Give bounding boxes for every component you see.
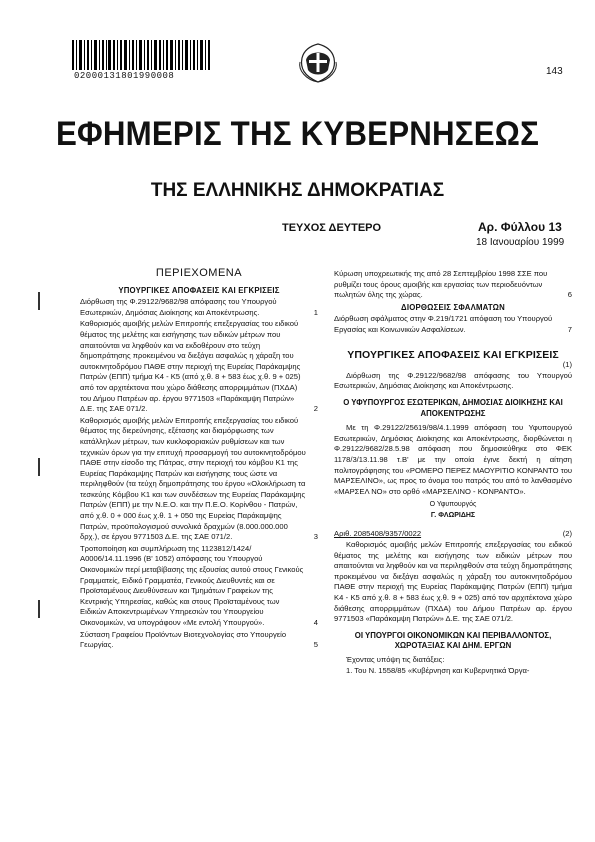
toc-entry-text: Διόρθωση της Φ.29122/9682/98 απόφασης του Υπουργού Εσωτερικών, Δημόσιας Διοίκησης και Αποκέντρωσης. [80,297,277,317]
toc-entry-text: Κύρωση υποχρεωτικής της από 28 Σεπτεμβρίου 1998 ΣΣΕ που ρυθμίζει τους όρους αμοιβής και εργασίας των περιοδευόντων πωλητών όλης της χώρας. [334,269,548,300]
decision-reference [334,529,572,540]
toc-entry-page: 3 [313,532,318,542]
toc-entry-page: 6 [567,290,572,300]
item-number: (1) [562,360,572,370]
toc-column [80,268,318,651]
punch-mark [38,600,44,618]
punch-mark [38,292,44,310]
coat-of-arms-icon [296,40,340,84]
section-title: ΥΠΟΥΡΓΙΚΕΣ ΑΠΟΦΑΣΕΙΣ ΚΑΙ ΕΓΚΡΙΣΕΙΣ [347,348,559,361]
decision-authority-heading: ΟΙ ΥΠΟΥΡΓΟΙ ΟΙΚΟΝΟΜΙΚΩΝ ΚΑΙ ΠΕΡΙΒΑΛΛΟΝΤΟΣ, ΧΩΡΟΤΑΞΙΑΣ ΚΑΙ ΔΗΜ. ΕΡΓΩΝ [354,630,552,651]
toc-entry-text: Σύσταση Γραφείου Προϊόντων Βιοτεχνολογίας στο Υπουργείο Γεωργίας. [80,629,287,650]
toc-entry-text: Καθορισμός αμοιβής μελών Επιτροπής επεξεργασίας του ειδικού θέματος της διερεύνησης, εξέτασης και διαμόρφωσης των κατάλληλων μέτρων, των κυκλοφοριακών ρυθμίσεων και των τεχνικών όρων για την επιτυχή προσαρμογή του αυτοκινητοδρόμου ΠΑΘΕ στην είσοδο της Πάτρας, στην περιοχή του κόμβου Κ1 της Ευρείας Παράκαμψης Πατρών και εισήγησης τους ώστε να περιληφθούν (τα τεύχη δημοπράτησης του έργου «Ολοκλήρωση τα τεσκεύης Κόμβου Κ1 και των συνδέσεων της Ευρείας Παράκαμψης Πατρών (ΕΠΠ) με την Ν.Ε.Ο. και την Π.Ε.Ο. Κορίνθου - Πατρών, από χ.θ. 0 + 000 έως χ.θ. 1 + 050 της Ευρείας Παράκαμψης Πατρών, προϋπολογισμού συνολικά δραχμών (8.000.000.000 δρχ.), σε έργου 9771503 Δ.Ε. της ΣΑΕ 071/2. [80,415,306,542]
punch-mark [38,458,44,476]
toc-entry[interactable] [80,544,318,629]
toc-entry[interactable] [334,314,572,335]
toc-entry[interactable] [334,269,572,301]
decision-authority-heading: Ο ΥΦΥΠΟΥΡΓΟΣ ΕΣΩΤΕΡΙΚΩΝ, ΔΗΜΟΣΙΑΣ ΔΙΟΙΚΗΣΗΣ ΚΑΙ ΑΠΟΚΕΝΤΡΩΣΗΣ [343,397,563,418]
sheet-number: Αρ. Φύλλου 13 [478,220,562,234]
body-column [334,268,572,676]
toc-entry-page: 7 [567,324,572,334]
toc-entry-page: 4 [313,618,318,627]
toc-entry-page: 2 [313,404,318,414]
considering-clause: Έχοντας υπόψη τις διατάξεις: [346,655,445,664]
toc-entry-text: Καθορισμός αμοιβής μελών Επιτροπής επεξεργασίας του ειδικού θέματος της μελέτης και εισήγησης των ειδικών μέτρων που απαιτούνται να ληφθούν και να εκδοθέρουν στο τεύχη δημοπράτησης προκειμένου να διεξάγει ασφαλώς η χάραξη του αυτοκινητοδρόμου ΠΑΘΕ στην περιοχή της Ευρείας Παράκαμψης Πατρών (ΕΠΠ) τμήμα Κ4 - Κ5 (από χ.θ. 8 + 583 έως χ.θ. 9 + 025) από τον αρχιτέκτονα που χώρο διάθεσης απορριμμάτων (ΠΧΔΑ) του Δήμου Πατρέων αρ. έργου 9771503 «Παράκαμψη Πατρών» Δ.Ε. της ΣΑΕ 071/2. [80,319,301,414]
toc-entry[interactable] [80,630,318,651]
page-number: 143 [546,66,563,77]
masthead-subtitle: ΤΗΣ ΕΛΛΗΝΙΚΗΣ ΔΗΜΟΚΡΑΤΙΑΣ [150,180,445,201]
decision-text: Με τη Φ.29122/25619/98/4.1.1999 απόφαση του Υφυπουργού Εσωτερικών, Δημόσιας Διοίκησης και Αποκέντρωσης, διορθώνεται η Φ.29122/9682/28.5.98 απόφαση που δημοσιεύθηκε στο ΦΕΚ 1178/3/13.11.98 τ.Β' με την οποία έγινε δεκτή η αίτηση πολιτογράφησης του «ΡΟΜΕΡΟ ΠΕΡΕΖ ΜΑΟΥΡΙΤΙΟ ΚΟΝΡΑΝΤΟ του ΜΑΡΣΕΛΙΝΟ», ως προς το όνομα του πατρός του από το λανθασμένο «ΜΑΡΣΕΛ ΝΟ» στο ορθό «ΜΑΡΣΕΛΙΝΟ - ΚΟΝΡΑΝΤΟ». [334,423,572,496]
toc-entry[interactable] [80,297,318,318]
signature-role: Ο Υφυπουργός [429,501,477,509]
decision-summary: Διόρθωση της Φ.29122/9682/98 απόφασης του Υπουργού Εσωτερικών, Δημόσιας Διοίκησης και Αποκέντρωσης. [334,370,572,391]
signature-name: Γ. ΦΛΩΡΙΔΗΣ [430,511,476,519]
toc-entry-page: 5 [313,640,318,650]
toc-entry-page: 1 [313,307,318,317]
masthead-title: ΕΦΗΜΕΡΙΣ ΤΗΣ ΚΥΒΕΡΝΗΣΕΩΣ [55,115,540,153]
issue-date: 18 Ιανουαρίου 1999 [476,237,565,248]
reference-number: Αριθ. 2085408/9357/0022 [334,529,422,539]
decision-summary: Καθορισμός αμοιβής μελών Επιτροπής επεξεργασίας του ειδικού θέματος της μελέτης και εισήγησης των ειδικών μέτρων που απαιτούνται να ληφθούν και να περιληφθούν στα τεύχη δημοπράτησης προκειμένου να διεξάγει ασφαλώς η χάραξη του αυτοκινητοδρόμου ΠΑΘΕ στην περιοχή της Ευρείας Παράκαμψης Πατρών (ΕΠΠ) τμήμα Κ4 - Κ5 από χ.θ. 8 + 583 έως χ.θ. 9 + 025) από τον αρχιτέκτονα χώρο διάθεσης απορριμμάτων (ΠΧΔΑ) του Δήμου Πατρέων αρ. έργου 9771503 «Παράκαμψη Πατρών» Δ.Ε. της ΣΑΕ 071/2. [334,540,572,624]
toc-entry[interactable] [80,416,318,543]
errata-title: ΔΙΟΡΘΩΣΕΙΣ ΣΦΑΛΜΑΤΩΝ [401,302,505,312]
toc-entry-text: Διόρθωση σφάλματος στην Φ.219/1721 απόφαση του Υπουργού Εργασίας και Κοινωνικών Ασφαλίσεων. [334,314,553,334]
toc-heading: ΠΕΡΙΕΧΟΜΕΝΑ [155,267,243,279]
issue-label: ΤΕΥΧΟΣ ΔΕΥΤΕΡΟ [282,222,382,234]
item-number: (2) [562,529,572,539]
barcode [72,40,212,70]
toc-section-title: ΥΠΟΥΡΓΙΚΕΣ ΑΠΟΦΑΣΕΙΣ ΚΑΙ ΕΓΚΡΙΣΕΙΣ [118,285,280,295]
toc-entry[interactable] [80,319,318,414]
toc-entry-text: Τροποποίηση και συμπλήρωση της 1123812/1424/Α0006/14.11.1996 (Β' 1052) απόφασης του Υπουργού Οικονομικών περί μεταβίβασης της εξουσίας αυτού στους Γενικούς Γραμματείς, Ειδικό Γραμματέα, Γενικούς Διευθυντές και σε Προϊσταμένους Διευθύνσεων και Τμημάτων Γραφείων της Κεντρικής Υπηρεσίας, καθώς και στους Προϊσταμένους των Ειδικών Αποκεντρωμένων Υπηρεσιών του Υπουργείου Οικονομικών, να υπογράφουν «Με εντολή Υπουργού». [80,543,304,627]
barcode-number: 02000131801990008 [74,71,175,81]
considering-point: 1. Του Ν. 1558/85 «Κυβέρνηση και Κυβερνητικά Όργα- [346,665,530,675]
